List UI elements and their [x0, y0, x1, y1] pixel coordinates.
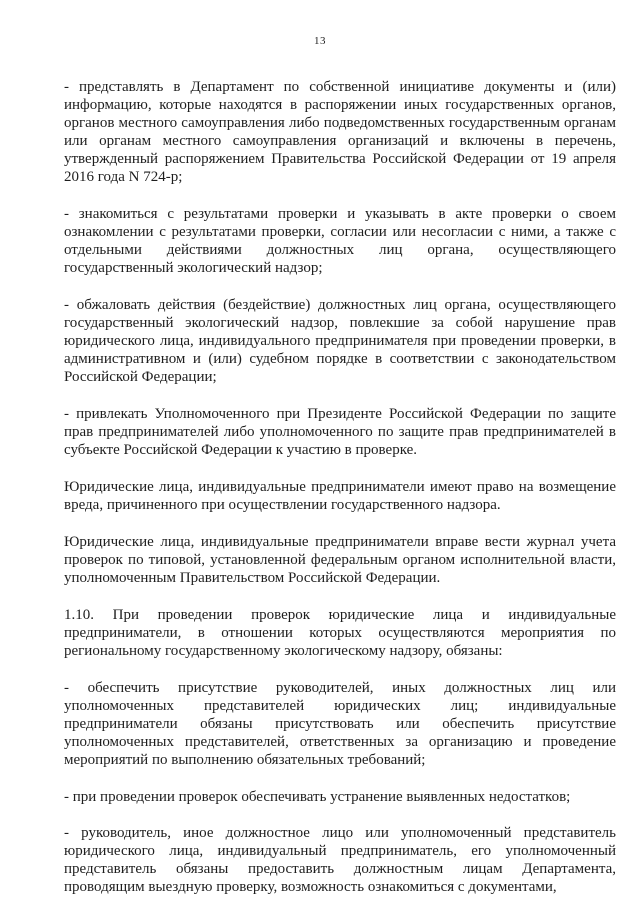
paragraph-right-to-appeal: - обжаловать действия (бездействие) должностных лиц органа, осуществляющего государственный экологический надзор, повлекшие за собой нарушение прав юридического лица, индивидуального предпринимателя при проведении проверки, в административном и (или) судебном порядке в соответствии с законодательством Российской Федерации; — [64, 297, 616, 385]
paragraph-duty-provide-access: - руководитель, иное должностное лицо или уполномоченный представитель юридического лица, индивидуальный предприниматель, его уполномоченный представитель обязаны предоставить должностным лицам Департамента, проводящим выездную проверку, возможность ознакомиться с документами, — [64, 825, 616, 895]
paragraph-right-to-involve-ombudsman: - привлекать Уполномоченного при Президенте Российской Федерации по защите прав предпринимателей либо уполномоченного по защите прав предпринимателей в субъекте Российской Федерации к участию в проверке. — [64, 406, 616, 458]
document-body — [64, 78, 616, 915]
paragraph-duty-ensure-presence: - обеспечить присутствие руководителей, иных должностных лиц или уполномоченных представителей юридических лиц; индивидуальные предприниматели обязаны присутствовать или обеспечить присутствие уполномоченных представителей, ответственных за организацию и проведение мероприятий по выполнению обязательных требований; — [64, 680, 616, 768]
paragraph-section-1-10: 1.10. При проведении проверок юридические лица и индивидуальные предприниматели, в отношении которых осуществляются мероприятия по региональному государственному экологическому надзору, обязаны: — [64, 607, 616, 659]
paragraph-inspection-journal: Юридические лица, индивидуальные предприниматели вправе вести журнал учета проверок по типовой, установленной федеральным органом исполнительной власти, уполномоченным Правительством Российской Федерации. — [64, 534, 616, 586]
paragraph-right-to-review-results: - знакомиться с результатами проверки и указывать в акте проверки о своем ознакомлении с результатами проверки, согласии или несогласии с ними, а также с отдельными действиями должностных лиц органа, осуществляющего государственный экологический надзор; — [64, 206, 616, 276]
paragraph-right-to-submit-documents: - представлять в Департамент по собственной инициативе документы и (или) информацию, которые находятся в распоряжении иных государственных органов, органов местного самоуправления либо подведомственных государственным органам или органам местного самоуправления организаций и включены в перечень, утвержденный распоряжением Правительства Российской Федерации от 19 апреля 2016 года N 724-р; — [64, 79, 616, 185]
page-number: 13 — [314, 35, 326, 47]
paragraph-right-to-compensation: Юридические лица, индивидуальные предприниматели имеют право на возмещение вреда, причиненного при осуществлении государственного надзора. — [64, 479, 616, 513]
paragraph-duty-eliminate-deficiencies: - при проведении проверок обеспечивать устранение выявленных недостатков; — [64, 789, 571, 805]
